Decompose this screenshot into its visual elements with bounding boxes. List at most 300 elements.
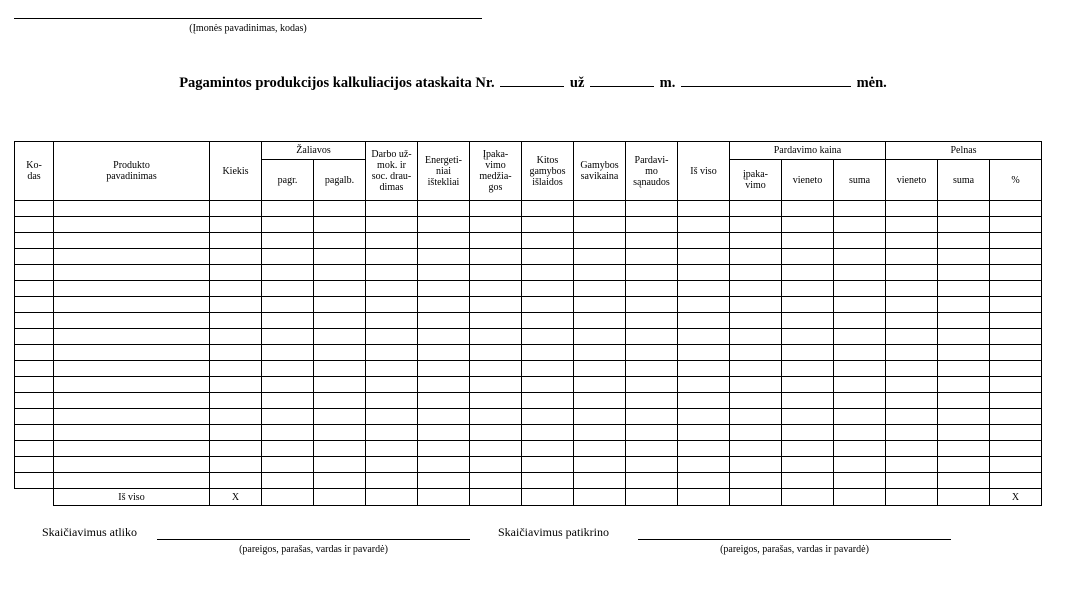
table-cell[interactable] [418, 265, 470, 281]
table-cell[interactable] [730, 297, 782, 313]
table-cell[interactable] [15, 377, 54, 393]
table-cell[interactable] [15, 345, 54, 361]
table-cell[interactable] [418, 329, 470, 345]
table-cell[interactable] [990, 361, 1042, 377]
table-cell[interactable] [210, 377, 262, 393]
table-cell[interactable] [210, 265, 262, 281]
table-cell[interactable] [366, 345, 418, 361]
table-cell[interactable] [15, 281, 54, 297]
table-cell[interactable] [210, 233, 262, 249]
table-cell[interactable] [366, 457, 418, 473]
table-cell[interactable] [730, 281, 782, 297]
table-cell[interactable] [210, 457, 262, 473]
table-cell[interactable] [210, 441, 262, 457]
table-cell[interactable] [626, 457, 678, 473]
table-cell[interactable] [834, 249, 886, 265]
table-cell[interactable] [782, 393, 834, 409]
table-cell[interactable] [730, 201, 782, 217]
table-cell[interactable] [54, 297, 210, 313]
table-cell[interactable] [522, 217, 574, 233]
table-cell[interactable] [730, 425, 782, 441]
table-cell[interactable] [314, 313, 366, 329]
table-cell[interactable] [366, 297, 418, 313]
table-cell[interactable] [782, 473, 834, 489]
table-cell[interactable] [314, 345, 366, 361]
table-cell[interactable] [314, 329, 366, 345]
table-cell[interactable] [626, 345, 678, 361]
table-cell[interactable] [886, 329, 938, 345]
table-cell[interactable] [522, 249, 574, 265]
table-cell[interactable] [886, 281, 938, 297]
table-cell[interactable] [366, 377, 418, 393]
table-cell[interactable] [522, 361, 574, 377]
table-cell[interactable] [834, 441, 886, 457]
table-cell[interactable] [262, 377, 314, 393]
table-cell[interactable] [574, 345, 626, 361]
table-cell[interactable] [15, 201, 54, 217]
table-cell[interactable] [938, 361, 990, 377]
table-cell[interactable] [782, 201, 834, 217]
table-cell[interactable] [574, 425, 626, 441]
table-cell[interactable] [938, 297, 990, 313]
table-cell[interactable] [678, 313, 730, 329]
table-cell[interactable] [470, 313, 522, 329]
table-cell[interactable] [522, 233, 574, 249]
table-cell[interactable] [938, 233, 990, 249]
table-cell[interactable] [886, 233, 938, 249]
table-cell[interactable] [262, 361, 314, 377]
table-cell[interactable] [210, 217, 262, 233]
table-cell[interactable] [574, 201, 626, 217]
table-cell[interactable] [834, 473, 886, 489]
table-cell[interactable] [366, 265, 418, 281]
table-cell[interactable] [834, 313, 886, 329]
table-cell[interactable] [522, 425, 574, 441]
table-cell[interactable] [834, 201, 886, 217]
table-cell[interactable] [366, 313, 418, 329]
table-cell[interactable] [522, 457, 574, 473]
table-cell[interactable] [314, 265, 366, 281]
table-cell[interactable] [262, 249, 314, 265]
table-cell[interactable] [678, 361, 730, 377]
table-cell[interactable] [470, 409, 522, 425]
table-cell[interactable] [678, 329, 730, 345]
table-cell[interactable] [15, 249, 54, 265]
table-cell[interactable] [366, 393, 418, 409]
table-cell[interactable] [990, 249, 1042, 265]
table-cell[interactable] [678, 265, 730, 281]
table-cell[interactable] [262, 425, 314, 441]
table-cell[interactable] [730, 313, 782, 329]
table-cell[interactable] [574, 361, 626, 377]
table-cell[interactable] [834, 425, 886, 441]
table-cell[interactable] [418, 233, 470, 249]
table-cell[interactable] [314, 409, 366, 425]
table-cell[interactable] [886, 249, 938, 265]
total-cell[interactable] [262, 489, 314, 506]
table-cell[interactable] [15, 217, 54, 233]
table-cell[interactable] [730, 409, 782, 425]
table-cell[interactable] [262, 201, 314, 217]
table-cell[interactable] [418, 473, 470, 489]
table-cell[interactable] [834, 377, 886, 393]
table-cell[interactable] [678, 377, 730, 393]
table-cell[interactable] [210, 393, 262, 409]
table-cell[interactable] [626, 329, 678, 345]
table-cell[interactable] [15, 265, 54, 281]
table-cell[interactable] [210, 281, 262, 297]
table-cell[interactable] [574, 473, 626, 489]
table-cell[interactable] [15, 393, 54, 409]
table-cell[interactable] [782, 249, 834, 265]
table-cell[interactable] [938, 425, 990, 441]
table-cell[interactable] [626, 265, 678, 281]
table-cell[interactable] [886, 441, 938, 457]
table-cell[interactable] [262, 345, 314, 361]
table-cell[interactable] [990, 201, 1042, 217]
table-cell[interactable] [366, 425, 418, 441]
table-cell[interactable] [470, 217, 522, 233]
table-cell[interactable] [886, 393, 938, 409]
table-cell[interactable] [366, 217, 418, 233]
table-cell[interactable] [626, 409, 678, 425]
table-cell[interactable] [54, 233, 210, 249]
table-cell[interactable] [15, 441, 54, 457]
table-cell[interactable] [626, 361, 678, 377]
table-cell[interactable] [314, 201, 366, 217]
table-cell[interactable] [470, 425, 522, 441]
table-cell[interactable] [834, 217, 886, 233]
table-cell[interactable] [938, 281, 990, 297]
table-cell[interactable] [522, 409, 574, 425]
table-cell[interactable] [262, 313, 314, 329]
table-cell[interactable] [314, 217, 366, 233]
table-cell[interactable] [418, 249, 470, 265]
table-cell[interactable] [54, 249, 210, 265]
table-cell[interactable] [470, 281, 522, 297]
table-cell[interactable] [730, 377, 782, 393]
table-cell[interactable] [626, 249, 678, 265]
table-cell[interactable] [522, 313, 574, 329]
table-cell[interactable] [938, 201, 990, 217]
table-cell[interactable] [834, 329, 886, 345]
table-cell[interactable] [938, 393, 990, 409]
table-cell[interactable] [730, 345, 782, 361]
table-cell[interactable] [262, 441, 314, 457]
table-cell[interactable] [314, 233, 366, 249]
table-cell[interactable] [990, 393, 1042, 409]
table-cell[interactable] [782, 297, 834, 313]
table-cell[interactable] [626, 393, 678, 409]
table-cell[interactable] [990, 409, 1042, 425]
table-cell[interactable] [782, 409, 834, 425]
table-cell[interactable] [314, 441, 366, 457]
table-cell[interactable] [990, 345, 1042, 361]
table-cell[interactable] [262, 329, 314, 345]
total-cell[interactable] [366, 489, 418, 506]
table-cell[interactable] [938, 345, 990, 361]
table-cell[interactable] [54, 313, 210, 329]
table-cell[interactable] [54, 217, 210, 233]
table-cell[interactable] [262, 457, 314, 473]
table-cell[interactable] [418, 313, 470, 329]
table-cell[interactable] [314, 377, 366, 393]
table-cell[interactable] [262, 409, 314, 425]
table-cell[interactable] [522, 201, 574, 217]
table-cell[interactable] [938, 473, 990, 489]
table-cell[interactable] [990, 457, 1042, 473]
table-cell[interactable] [366, 249, 418, 265]
table-cell[interactable] [678, 281, 730, 297]
table-cell[interactable] [54, 473, 210, 489]
table-cell[interactable] [574, 265, 626, 281]
table-cell[interactable] [366, 409, 418, 425]
table-cell[interactable] [574, 297, 626, 313]
table-cell[interactable] [834, 409, 886, 425]
table-cell[interactable] [418, 201, 470, 217]
table-cell[interactable] [626, 281, 678, 297]
total-cell[interactable] [314, 489, 366, 506]
table-cell[interactable] [15, 361, 54, 377]
table-cell[interactable] [834, 361, 886, 377]
table-cell[interactable] [314, 425, 366, 441]
table-cell[interactable] [54, 393, 210, 409]
table-cell[interactable] [314, 249, 366, 265]
table-cell[interactable] [15, 409, 54, 425]
table-cell[interactable] [54, 441, 210, 457]
table-cell[interactable] [574, 217, 626, 233]
table-cell[interactable] [938, 249, 990, 265]
table-cell[interactable] [886, 473, 938, 489]
table-cell[interactable] [54, 361, 210, 377]
table-cell[interactable] [626, 377, 678, 393]
total-cell[interactable] [470, 489, 522, 506]
table-cell[interactable] [54, 265, 210, 281]
table-cell[interactable] [990, 425, 1042, 441]
table-cell[interactable] [782, 281, 834, 297]
table-cell[interactable] [730, 441, 782, 457]
total-cell[interactable] [522, 489, 574, 506]
table-cell[interactable] [730, 329, 782, 345]
table-cell[interactable] [782, 457, 834, 473]
table-cell[interactable] [314, 361, 366, 377]
table-cell[interactable] [990, 297, 1042, 313]
total-cell[interactable] [730, 489, 782, 506]
table-cell[interactable] [574, 409, 626, 425]
table-cell[interactable] [210, 425, 262, 441]
table-cell[interactable] [522, 297, 574, 313]
table-cell[interactable] [678, 345, 730, 361]
table-cell[interactable] [782, 441, 834, 457]
table-cell[interactable] [366, 233, 418, 249]
table-cell[interactable] [522, 265, 574, 281]
table-cell[interactable] [210, 473, 262, 489]
table-cell[interactable] [262, 233, 314, 249]
table-cell[interactable] [730, 473, 782, 489]
table-cell[interactable] [834, 233, 886, 249]
table-cell[interactable] [782, 377, 834, 393]
table-cell[interactable] [990, 233, 1042, 249]
table-cell[interactable] [886, 377, 938, 393]
table-cell[interactable] [418, 345, 470, 361]
table-cell[interactable] [470, 377, 522, 393]
table-cell[interactable] [314, 473, 366, 489]
table-cell[interactable] [15, 425, 54, 441]
table-cell[interactable] [886, 409, 938, 425]
table-cell[interactable] [522, 441, 574, 457]
table-cell[interactable] [418, 409, 470, 425]
table-cell[interactable] [990, 265, 1042, 281]
month-blank[interactable] [681, 72, 851, 87]
table-cell[interactable] [366, 473, 418, 489]
table-cell[interactable] [834, 393, 886, 409]
table-cell[interactable] [15, 233, 54, 249]
table-cell[interactable] [366, 329, 418, 345]
table-cell[interactable] [470, 473, 522, 489]
table-cell[interactable] [938, 377, 990, 393]
table-cell[interactable] [54, 457, 210, 473]
table-cell[interactable] [522, 345, 574, 361]
table-cell[interactable] [938, 265, 990, 281]
table-cell[interactable] [990, 217, 1042, 233]
table-cell[interactable] [834, 345, 886, 361]
table-cell[interactable] [470, 249, 522, 265]
table-cell[interactable] [210, 345, 262, 361]
table-cell[interactable] [626, 473, 678, 489]
table-cell[interactable] [470, 441, 522, 457]
table-cell[interactable] [15, 457, 54, 473]
table-cell[interactable] [834, 265, 886, 281]
table-cell[interactable] [574, 377, 626, 393]
table-cell[interactable] [990, 377, 1042, 393]
table-cell[interactable] [574, 281, 626, 297]
table-cell[interactable] [886, 361, 938, 377]
table-cell[interactable] [782, 217, 834, 233]
table-cell[interactable] [574, 457, 626, 473]
year-blank[interactable] [590, 72, 654, 87]
table-cell[interactable] [210, 201, 262, 217]
table-cell[interactable] [418, 441, 470, 457]
table-cell[interactable] [418, 393, 470, 409]
table-cell[interactable] [782, 329, 834, 345]
table-cell[interactable] [418, 297, 470, 313]
table-cell[interactable] [470, 329, 522, 345]
table-cell[interactable] [886, 425, 938, 441]
calculated-by-line[interactable] [157, 539, 470, 540]
table-cell[interactable] [678, 217, 730, 233]
table-cell[interactable] [210, 297, 262, 313]
table-cell[interactable] [730, 233, 782, 249]
table-cell[interactable] [886, 457, 938, 473]
table-cell[interactable] [626, 425, 678, 441]
table-cell[interactable] [210, 313, 262, 329]
table-cell[interactable] [938, 457, 990, 473]
table-cell[interactable] [626, 233, 678, 249]
table-cell[interactable] [782, 345, 834, 361]
table-cell[interactable] [262, 281, 314, 297]
table-cell[interactable] [15, 329, 54, 345]
table-cell[interactable] [470, 393, 522, 409]
table-cell[interactable] [418, 377, 470, 393]
table-cell[interactable] [522, 281, 574, 297]
table-cell[interactable] [834, 297, 886, 313]
table-cell[interactable] [366, 201, 418, 217]
table-cell[interactable] [886, 201, 938, 217]
table-cell[interactable] [54, 377, 210, 393]
total-cell[interactable] [574, 489, 626, 506]
table-cell[interactable] [15, 297, 54, 313]
table-cell[interactable] [574, 313, 626, 329]
report-number-blank[interactable] [500, 72, 564, 87]
table-cell[interactable] [782, 313, 834, 329]
table-cell[interactable] [262, 297, 314, 313]
table-cell[interactable] [314, 297, 366, 313]
table-cell[interactable] [678, 473, 730, 489]
table-cell[interactable] [15, 313, 54, 329]
table-cell[interactable] [522, 473, 574, 489]
table-cell[interactable] [886, 217, 938, 233]
table-cell[interactable] [678, 249, 730, 265]
table-cell[interactable] [54, 281, 210, 297]
table-cell[interactable] [574, 233, 626, 249]
table-cell[interactable] [470, 201, 522, 217]
table-cell[interactable] [418, 361, 470, 377]
table-cell[interactable] [522, 393, 574, 409]
table-cell[interactable] [730, 361, 782, 377]
total-cell[interactable] [626, 489, 678, 506]
table-cell[interactable] [730, 265, 782, 281]
table-cell[interactable] [54, 425, 210, 441]
table-cell[interactable] [990, 281, 1042, 297]
total-cell[interactable] [886, 489, 938, 506]
table-cell[interactable] [314, 281, 366, 297]
table-cell[interactable] [262, 473, 314, 489]
table-cell[interactable] [210, 409, 262, 425]
table-cell[interactable] [782, 233, 834, 249]
table-cell[interactable] [834, 281, 886, 297]
table-cell[interactable] [782, 425, 834, 441]
table-cell[interactable] [678, 425, 730, 441]
table-cell[interactable] [262, 265, 314, 281]
table-cell[interactable] [990, 313, 1042, 329]
table-cell[interactable] [886, 265, 938, 281]
table-cell[interactable] [678, 409, 730, 425]
table-cell[interactable] [54, 409, 210, 425]
table-cell[interactable] [938, 441, 990, 457]
table-cell[interactable] [678, 297, 730, 313]
table-cell[interactable] [626, 441, 678, 457]
table-cell[interactable] [522, 377, 574, 393]
table-cell[interactable] [418, 425, 470, 441]
table-cell[interactable] [54, 345, 210, 361]
total-cell[interactable] [834, 489, 886, 506]
table-cell[interactable] [210, 329, 262, 345]
table-cell[interactable] [15, 473, 54, 489]
table-cell[interactable] [366, 281, 418, 297]
table-cell[interactable] [886, 313, 938, 329]
table-cell[interactable] [314, 393, 366, 409]
table-cell[interactable] [834, 457, 886, 473]
table-cell[interactable] [470, 345, 522, 361]
table-cell[interactable] [678, 201, 730, 217]
table-cell[interactable] [782, 265, 834, 281]
table-cell[interactable] [366, 441, 418, 457]
table-cell[interactable] [626, 217, 678, 233]
table-cell[interactable] [782, 361, 834, 377]
table-cell[interactable] [210, 249, 262, 265]
total-cell[interactable] [678, 489, 730, 506]
table-cell[interactable] [470, 265, 522, 281]
